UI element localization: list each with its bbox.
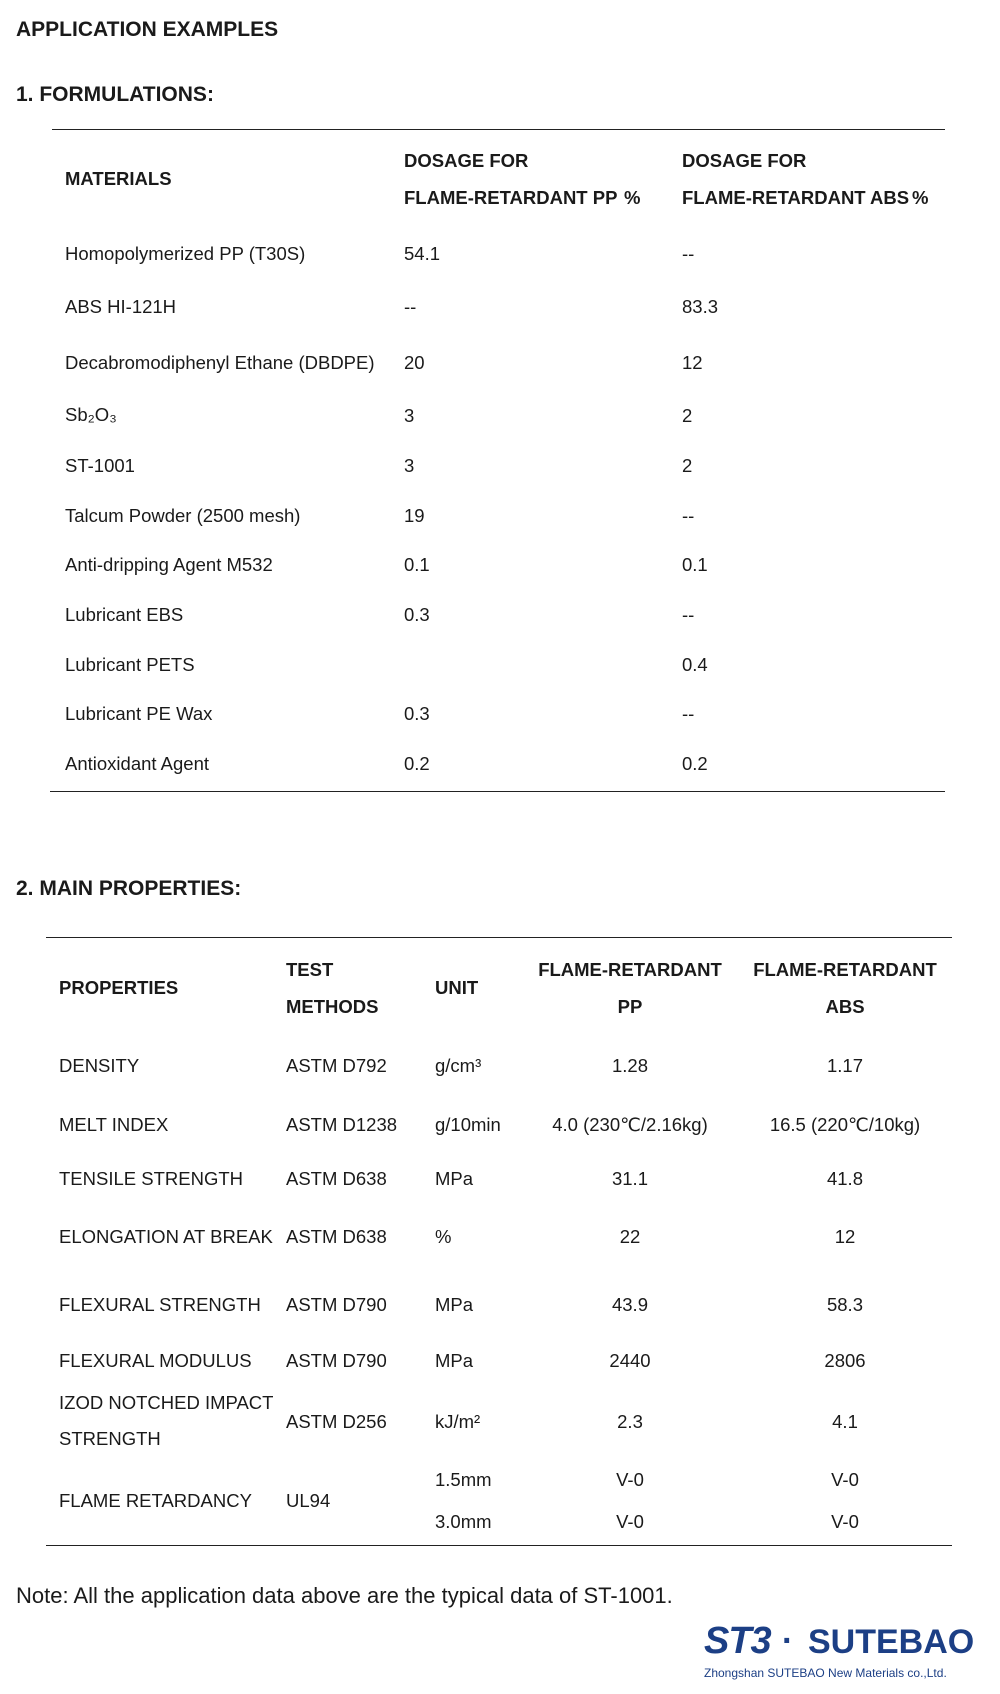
col-header-pp-line1: FLAME-RETARDANT (538, 959, 722, 980)
property-cell: MELT INDEX (59, 1114, 169, 1135)
abs-dosage-cell: 83.3 (682, 296, 719, 317)
col-header-pp-line2: PP (617, 996, 643, 1017)
col-header-abs-line2: ABS (825, 996, 865, 1017)
pp-dosage-cell: 3 (404, 455, 415, 476)
material-cell: Lubricant PE Wax (65, 703, 213, 724)
col-header-test-line2: METHODS (286, 996, 379, 1017)
unit-cell: 1.5mm (435, 1469, 492, 1490)
table-top-rule (46, 937, 952, 938)
material-cell: ABS HI-121H (65, 296, 177, 317)
pp-dosage-cell: 20 (404, 352, 425, 373)
method-cell: ASTM D638 (286, 1226, 387, 1247)
material-cell: Lubricant PETS (65, 654, 195, 675)
property-cell: FLAME RETARDANCY (59, 1490, 252, 1511)
logo-mark: ST3 (704, 1620, 771, 1662)
pp-value-cell: 2.3 (617, 1411, 643, 1432)
pp-dosage-cell: 0.2 (404, 753, 430, 774)
abs-value-cell: V-0 (831, 1469, 859, 1490)
pp-value-cell: V-0 (616, 1511, 644, 1532)
logo-name: SUTEBAO (808, 1623, 975, 1661)
table-bottom-rule (46, 1545, 952, 1546)
pp-value-cell: 2440 (609, 1350, 651, 1371)
pp-value-cell: 4.0 (230℃/2.16kg) (552, 1114, 708, 1135)
abs-dosage-cell: -- (682, 703, 695, 724)
pp-dosage-cell: 0.1 (404, 554, 430, 575)
col-header-abs-line2: FLAME-RETARDANT ABS (682, 187, 910, 208)
pp-dosage-cell: -- (404, 296, 417, 317)
col-header-abs-line1: DOSAGE FOR (682, 150, 807, 171)
pp-dosage-cell: 0.3 (404, 604, 430, 625)
properties-heading: 2. MAIN PROPERTIES: (16, 877, 242, 900)
method-cell: ASTM D638 (286, 1168, 387, 1189)
col-header-abs-pct: % (912, 187, 929, 208)
pp-dosage-cell: 19 (404, 505, 425, 526)
material-cell: Decabromodiphenyl Ethane (DBDPE) (65, 352, 375, 373)
abs-value-cell: 1.17 (826, 1055, 863, 1076)
pp-value-cell: V-0 (616, 1469, 644, 1490)
material-cell: Sb₂O₃ (65, 404, 117, 425)
col-header-pp-line2: FLAME-RETARDANT PP (404, 187, 618, 208)
material-cell: ST-1001 (65, 455, 135, 476)
abs-value-cell: 41.8 (826, 1168, 863, 1189)
material-cell: Anti-dripping Agent M532 (65, 554, 273, 575)
table-top-rule (52, 129, 945, 130)
property-cell: TENSILE STRENGTH (59, 1168, 243, 1189)
unit-cell: g/cm³ (435, 1055, 482, 1076)
page-title: APPLICATION EXAMPLES (16, 18, 279, 41)
property-cell-line2: STRENGTH (59, 1428, 161, 1449)
abs-value-cell: 12 (834, 1226, 856, 1247)
material-cell: Lubricant EBS (65, 604, 184, 625)
property-cell-line1: IZOD NOTCHED IMPACT (59, 1392, 274, 1413)
method-cell: UL94 (286, 1490, 331, 1511)
property-cell: ELONGATION AT BREAK (59, 1226, 273, 1247)
col-header-pp-line1: DOSAGE FOR (404, 150, 529, 171)
property-cell: FLEXURAL STRENGTH (59, 1294, 261, 1315)
pp-value-cell: 43.9 (611, 1294, 648, 1315)
abs-value-cell: 58.3 (826, 1294, 863, 1315)
property-cell: DENSITY (59, 1055, 140, 1076)
abs-dosage-cell: 0.2 (682, 753, 708, 774)
abs-dosage-cell: 2 (682, 405, 693, 426)
abs-dosage-cell: -- (682, 604, 695, 625)
col-header-test-line1: TEST (286, 959, 334, 980)
abs-dosage-cell: 0.4 (682, 654, 708, 675)
method-cell: ASTM D256 (286, 1411, 387, 1432)
abs-dosage-cell: 12 (682, 352, 703, 373)
material-cell: Antioxidant Agent (65, 753, 209, 774)
abs-dosage-cell: 2 (682, 455, 693, 476)
method-cell: ASTM D790 (286, 1294, 387, 1315)
unit-cell: MPa (435, 1168, 474, 1189)
pp-value-cell: 31.1 (611, 1168, 648, 1189)
material-cell: Talcum Powder (2500 mesh) (65, 505, 301, 526)
abs-value-cell: 16.5 (220℃/10kg) (769, 1114, 921, 1135)
company-logo (700, 1620, 990, 1684)
unit-cell: % (435, 1226, 452, 1247)
col-header-properties: PROPERTIES (59, 977, 179, 998)
unit-cell: g/10min (435, 1114, 501, 1135)
pp-dosage-cell: 54.1 (404, 243, 441, 264)
col-header-abs-line1: FLAME-RETARDANT (753, 959, 937, 980)
col-header-materials: MATERIALS (65, 168, 172, 189)
method-cell: ASTM D790 (286, 1350, 387, 1371)
abs-dosage-cell: -- (682, 243, 695, 264)
logo-company-name: Zhongshan SUTEBAO New Materials co.,Ltd. (704, 1666, 947, 1680)
abs-dosage-cell: 0.1 (682, 554, 708, 575)
unit-cell: MPa (435, 1350, 474, 1371)
abs-dosage-cell: -- (682, 505, 695, 526)
formulations-heading: 1. FORMULATIONS: (16, 83, 214, 106)
abs-value-cell: 4.1 (832, 1411, 858, 1432)
unit-cell: kJ/m² (435, 1411, 481, 1432)
pp-value-cell: 22 (619, 1226, 641, 1247)
abs-value-cell: 2806 (824, 1350, 866, 1371)
property-cell: FLEXURAL MODULUS (59, 1350, 252, 1371)
pp-dosage-cell: 3 (404, 405, 415, 426)
unit-cell: MPa (435, 1294, 474, 1315)
unit-cell: 3.0mm (435, 1511, 492, 1532)
footnote: Note: All the application data above are the typical data of ST-1001. (16, 1583, 673, 1608)
method-cell: ASTM D1238 (286, 1114, 398, 1135)
col-header-unit: UNIT (435, 977, 479, 998)
col-header-pp-pct: % (624, 187, 641, 208)
method-cell: ASTM D792 (286, 1055, 387, 1076)
abs-value-cell: V-0 (831, 1511, 859, 1532)
logo-separator: · (782, 1622, 794, 1660)
pp-value-cell: 1.28 (611, 1055, 648, 1076)
pp-dosage-cell: 0.3 (404, 703, 430, 724)
table-bottom-rule (50, 791, 945, 792)
material-cell: Homopolymerized PP (T30S) (65, 243, 306, 264)
